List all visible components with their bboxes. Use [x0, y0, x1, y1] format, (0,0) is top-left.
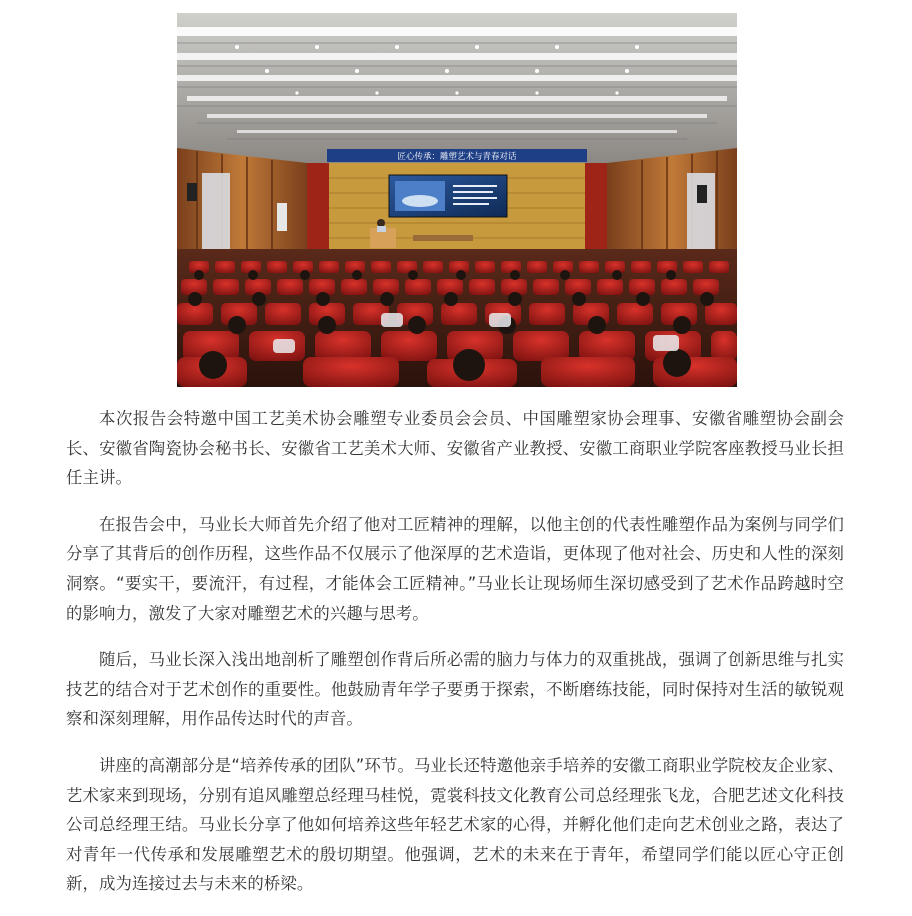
- stage-table: [413, 235, 473, 241]
- paragraph-challenges: 随后，马业长深入浅出地剖析了雕塑创作背后所必需的脑力与体力的双重挑战，强调了创新思维与扎实技艺的结合对于艺术创作的重要性。他鼓励青年学子要勇于探索，不断磨练技能，同时保持对生活的敏锐观察和深刻理解，用作品传达时代的声音。: [66, 650, 844, 729]
- lecture-hall-photo: [177, 13, 737, 387]
- article-body: [66, 404, 844, 916]
- speaker-person: [377, 219, 385, 227]
- left-speaker: [187, 183, 197, 201]
- left-red-curtain: [307, 163, 329, 253]
- right-speaker: [697, 185, 707, 203]
- lecture-hall-illustration: [177, 13, 737, 387]
- banner-text: 匠心传承：雕塑艺术与青春对话: [397, 152, 517, 162]
- paragraph-craftsmanship: 在报告会中，马业长大师首先介绍了他对工匠精神的理解，以他主创的代表性雕塑作品为案例与同学们分享了其背后的创作历程，这些作品不仅展示了他深厚的艺术造诣，更体现了他对社会、历史和人性的深刻洞察。“要实干，要流汗，有过程，才能体会工匠精神。”马业长让现场师生深切感受到了艺术作品跨越时空的影响力，激发了大家对雕塑艺术的兴趣与思考。: [66, 514, 844, 623]
- screen-slide-sculpture: [402, 195, 438, 207]
- air-conditioner: [277, 203, 287, 231]
- paragraph-team: 讲座的高潮部分是“培养传承的团队”环节。马业长还特邀他亲手培养的安徽工商职业学院校友企业家、艺术家来到现场，分别有追风雕塑总经理马桂悦，霓裳科技文化教育公司总经理张飞龙，合肥艺述文化科技公司总经理王结。马业长分享了他如何培养这些年轻艺术家的心得，并孵化他们走向艺术创业之路，表达了对青年一代传承和发展雕塑艺术的殷切期望。他强调，艺术的未来在于青年，希望同学们能以匠心守正创新，成为连接过去与未来的桥梁。: [66, 755, 844, 894]
- paragraph-intro: 本次报告会特邀中国工艺美术协会雕塑专业委员会会员、中国雕塑家协会理事、安徽省雕塑协会副会长、安徽省陶瓷协会秘书长、安徽省工艺美术大师、安徽省产业教授、安徽工商职业学院客座教授马业长担任主讲。: [66, 409, 844, 488]
- right-red-curtain: [585, 163, 607, 253]
